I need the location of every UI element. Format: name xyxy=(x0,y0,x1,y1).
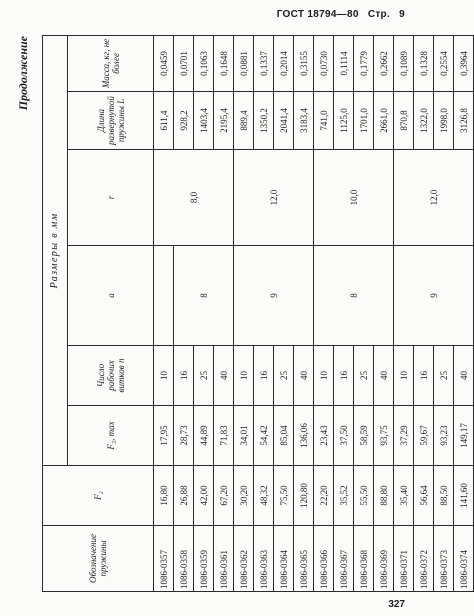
cell-coils: 16 xyxy=(174,346,194,406)
page-number: 9 xyxy=(399,9,405,20)
cell-coils: 25 xyxy=(274,346,294,406)
cell-mass: 0,1089 xyxy=(394,35,414,91)
cell-a-group-2: 9 xyxy=(234,246,314,346)
cell-code: 1086-0364 xyxy=(274,526,294,592)
cell-f3: 71,83 xyxy=(214,406,234,466)
cell-code: 1086-0368 xyxy=(354,526,374,592)
cell-mass: 0,1063 xyxy=(194,35,214,91)
cell-code: 1086-0374 xyxy=(454,526,474,592)
cell-mass: 0,1779 xyxy=(354,35,374,91)
cell-f3: 34,01 xyxy=(234,406,254,466)
cell-coils: 25 xyxy=(354,346,374,406)
cell-f2: 48,32 xyxy=(254,466,274,526)
header-designation: Обозначение пружины xyxy=(43,526,154,592)
cell-f3: 23,43 xyxy=(314,406,334,466)
header-f3: F₃, max xyxy=(68,406,154,466)
cell-code: 1086-0367 xyxy=(334,526,354,592)
cell-code: 1086-0363 xyxy=(254,526,274,592)
header-a: a xyxy=(68,246,154,346)
cell-code: 1086-0365 xyxy=(294,526,314,592)
cell-length: 2195,4 xyxy=(214,92,234,150)
cell-length: 3126,8 xyxy=(454,92,474,150)
cell-coils: 16 xyxy=(334,346,354,406)
cell-f2: 67,20 xyxy=(214,466,234,526)
cell-length: 2041,4 xyxy=(274,92,294,150)
cell-mass: 0,2554 xyxy=(434,35,454,91)
cell-coils: 25 xyxy=(194,346,214,406)
cell-mass: 0,1648 xyxy=(214,35,234,91)
cell-length: 1125,0 xyxy=(334,92,354,150)
cell-mass: 0,1114 xyxy=(334,35,354,91)
cell-f2: 26,88 xyxy=(174,466,194,526)
cell-mass: 0,1337 xyxy=(254,35,274,91)
cell-coils: 25 xyxy=(434,346,454,406)
cell-mass: 0,0881 xyxy=(234,35,254,91)
cell-f3: 37,50 xyxy=(334,406,354,466)
header-mass: Масса, кг, не более xyxy=(68,35,154,91)
cell-f2: 42,00 xyxy=(194,466,214,526)
cell-code: 1086-0357 xyxy=(154,526,174,592)
cell-f2: 22,20 xyxy=(314,466,334,526)
cell-f2: 35,40 xyxy=(394,466,414,526)
standard-code: ГОСТ 18794—80 xyxy=(276,9,359,20)
cell-coils: 40 xyxy=(214,346,234,406)
page-header xyxy=(271,9,405,20)
cell-a-group-3: 8 xyxy=(314,246,394,346)
cell-f2: 88,50 xyxy=(434,466,454,526)
cell-code: 1086-0359 xyxy=(194,526,214,592)
cell-coils: 10 xyxy=(234,346,254,406)
cell-f3: 85,04 xyxy=(274,406,294,466)
cell-coils: 10 xyxy=(394,346,414,406)
cell-length: 1701,0 xyxy=(354,92,374,150)
cell-coils: 10 xyxy=(154,346,174,406)
cell-f2: 88,80 xyxy=(374,466,394,526)
header-sizes: Размеры в мм xyxy=(43,35,68,465)
cell-f3: 149,17 xyxy=(454,406,474,466)
cell-r-group-2: 12,0 xyxy=(234,150,314,246)
cell-f3: 37,29 xyxy=(394,406,414,466)
cell-f2: 35,52 xyxy=(334,466,354,526)
header-r: r xyxy=(68,150,154,246)
cell-mass: 0,2662 xyxy=(374,35,394,91)
cell-f3: 58,59 xyxy=(354,406,374,466)
spring-table xyxy=(42,35,474,592)
cell-mass: 0,1328 xyxy=(414,35,434,91)
cell-code: 1086-0358 xyxy=(174,526,194,592)
cell-code: 1086-0371 xyxy=(394,526,414,592)
cell-code: 1086-0366 xyxy=(314,526,334,592)
header-length: Длина развернутой пружины L xyxy=(68,92,154,150)
table-row xyxy=(314,35,334,591)
cell-f2: 16,80 xyxy=(154,466,174,526)
cell-mass: 0,3964 xyxy=(454,35,474,91)
cell-code: 1086-0369 xyxy=(374,526,394,592)
cell-mass: 0,2014 xyxy=(274,35,294,91)
cell-length: 741,0 xyxy=(314,92,334,150)
cell-f2: 30,20 xyxy=(234,466,254,526)
cell-length: 1998,0 xyxy=(434,92,454,150)
cell-mass: 0,0730 xyxy=(314,35,334,91)
cell-code: 1086-0373 xyxy=(434,526,454,592)
cell-f3: 93,23 xyxy=(434,406,454,466)
cell-f3: 136,06 xyxy=(294,406,314,466)
cell-length: 1322,0 xyxy=(414,92,434,150)
cell-length: 870,8 xyxy=(394,92,414,150)
cell-mass: 0,0701 xyxy=(174,35,194,91)
header-coils: Число рабочих витков n xyxy=(68,346,154,406)
cell-code: 1086-0372 xyxy=(414,526,434,592)
cell-code: 1086-0362 xyxy=(234,526,254,592)
cell-a-group-1: 8 xyxy=(174,246,234,346)
cell-mass: 0,0459 xyxy=(154,35,174,91)
cell-length: 611,4 xyxy=(154,92,174,150)
cell-f3: 17,95 xyxy=(154,406,174,466)
cell-length: 928,2 xyxy=(174,92,194,150)
cell-f3: 93,75 xyxy=(374,406,394,466)
cell-length: 1403,4 xyxy=(194,92,214,150)
header-f2: F₂ xyxy=(43,466,154,526)
cell-f2: 56,64 xyxy=(414,466,434,526)
cell-r-group-3: 10,0 xyxy=(314,150,394,246)
cell-coils: 40 xyxy=(454,346,474,406)
cell-f2: 75,50 xyxy=(274,466,294,526)
cell-f3: 28,73 xyxy=(174,406,194,466)
cell-f3: 54,42 xyxy=(254,406,274,466)
cell-coils: 40 xyxy=(374,346,394,406)
cell-coils: 40 xyxy=(294,346,314,406)
page-label: Стр. xyxy=(367,9,391,20)
cell-r-group-1: 8,0 xyxy=(154,150,234,246)
cell-a-group-4: 9 xyxy=(394,246,474,346)
table-row xyxy=(394,35,414,591)
table-row xyxy=(234,35,254,591)
cell-coils: 16 xyxy=(254,346,274,406)
footer-page-number: 327 xyxy=(388,599,405,610)
cell-f2: 55,50 xyxy=(354,466,374,526)
cell-mass: 0,3155 xyxy=(294,35,314,91)
cell-length: 1350,2 xyxy=(254,92,274,150)
cell-f3: 59,67 xyxy=(414,406,434,466)
table-row xyxy=(174,35,194,591)
table-row xyxy=(154,35,174,591)
table-body xyxy=(154,35,474,591)
cell-a-blank xyxy=(154,246,174,346)
continuation-label: Продолжение xyxy=(16,36,30,111)
cell-length: 889,4 xyxy=(234,92,254,150)
cell-length: 2661,0 xyxy=(374,92,394,150)
rotated-table-block xyxy=(14,36,469,592)
cell-coils: 10 xyxy=(314,346,334,406)
cell-coils: 16 xyxy=(414,346,434,406)
cell-r-group-4: 12,0 xyxy=(394,150,474,246)
cell-f3: 44,89 xyxy=(194,406,214,466)
cell-f2: 120,80 xyxy=(294,466,314,526)
cell-length: 3183,4 xyxy=(294,92,314,150)
cell-code: 1086-0361 xyxy=(214,526,234,592)
cell-f2: 141,60 xyxy=(454,466,474,526)
